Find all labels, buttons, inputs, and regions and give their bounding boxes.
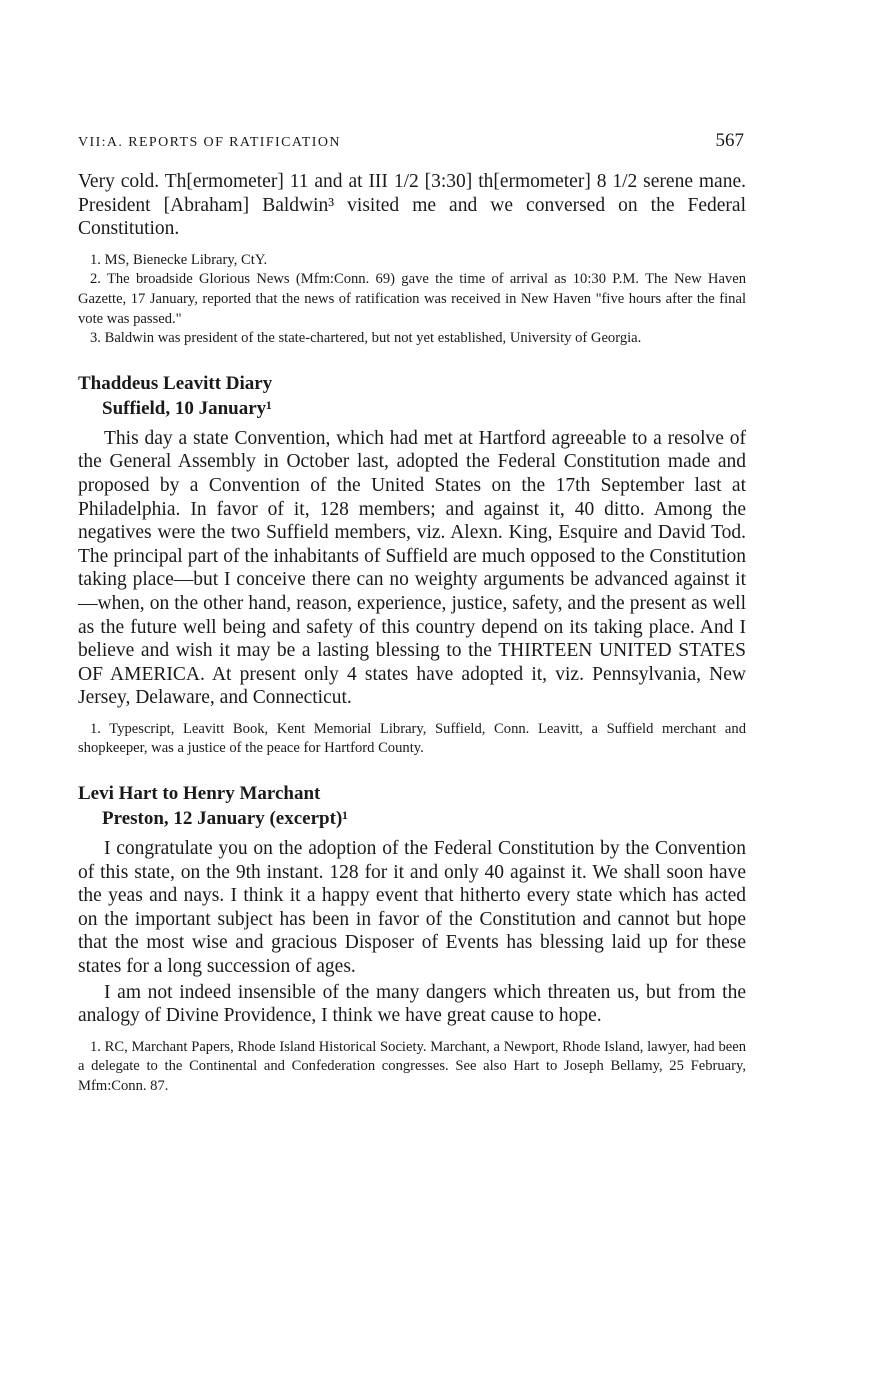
leavitt-paragraph: This day a state Convention, which had met at Hartford agreeable to a resolve of the General Assembly in October last, adopted the Federal Constitution made and proposed by a Convention of the United States on the 17th September last at Philadelphia. In favor of it, 128 members; and against it, 40 ditto. Among the negatives were the two Suffield members, viz. Alexn. King, Esquire and David Tod. The principal part of the inhabitants of Suffield are much opposed to the Constitution taking place—but I conceive there can no weighty arguments be advanced against it—when, on the other hand, reason, experience, justice, safety, and the present as well as the future well being and safety of this country depend on its taking place. And I believe and wish it may be a lasting blessing to the THIRTEEN UNITED STATES OF AMERICA. At present only 4 states have adopted it, viz. Pennsylvania, New Jersey, Delaware, and Connecticut. <box>78 427 746 709</box>
leavitt-heading: Thaddeus Leavitt Diary <box>78 372 273 394</box>
footnotes-hart <box>78 1038 746 1097</box>
page-number: 567 <box>715 130 744 151</box>
leavitt-subheading: Suffield, 10 January¹ <box>102 397 272 419</box>
leavitt-footnote-1: 1. Typescript, Leavitt Book, Kent Memorial Library, Suffield, Conn. Leavitt, a Suffield merchant and shopkeeper, was a justice of the peace for Hartford County. <box>78 720 746 757</box>
diary-continuation-paragraph: Very cold. Th[ermometer] 11 and at III 1/2 [3:30] th[ermometer] 8 1/2 serene mane. President [Abraham] Baldwin³ visited me and we conversed on the Federal Constitution. <box>78 171 746 240</box>
hart-paragraph-1: I congratulate you on the adoption of the Federal Constitution by the Convention of this state, on the 9th instant. 128 for it and only 40 against it. We shall soon have the yeas and nays. I think it a happy event that hitherto every state which has acted on the important subject has been in favor of the Constitution and cannot but hope that the most wise and gracious Disposer of Events has blessing laid up for these states for a long succession of ages. <box>78 838 746 978</box>
footnote-2: 2. The broadside Glorious News (Mfm:Conn. 69) gave the time of arrival as 10:30 P.M. The New Haven Gazette, 17 January, reported that the news of ratification was received in New Haven "five hours after the final vote was passed." <box>78 271 746 327</box>
footnote-3: 3. Baldwin was president of the state-chartered, but not yet established, University of Georgia. <box>90 330 642 347</box>
footnote-1: 1. MS, Bienecke Library, CtY. <box>90 251 268 268</box>
document-page <box>78 130 746 1115</box>
running-head <box>78 130 746 170</box>
hart-heading: Levi Hart to Henry Marchant <box>78 783 321 805</box>
hart-paragraph-2: I am not indeed insensible of the many dangers which threaten us, but from the analogy of Divine Providence, I think we have great cause to hope. <box>78 981 746 1027</box>
hart-footnote-1: 1. RC, Marchant Papers, Rhode Island Historical Society. Marchant, a Newport, Rhode Island, lawyer, had been a delegate to the Continental and Confederation congresses. See also Hart to Joseph Bellamy, 25 February, Mfm:Conn. 87. <box>78 1038 746 1094</box>
footnotes-top-entry <box>78 251 746 349</box>
footnotes-leavitt <box>78 720 746 759</box>
running-title: VII:A. REPORTS OF RATIFICATION <box>78 135 341 150</box>
hart-subheading: Preston, 12 January (excerpt)¹ <box>102 808 348 830</box>
